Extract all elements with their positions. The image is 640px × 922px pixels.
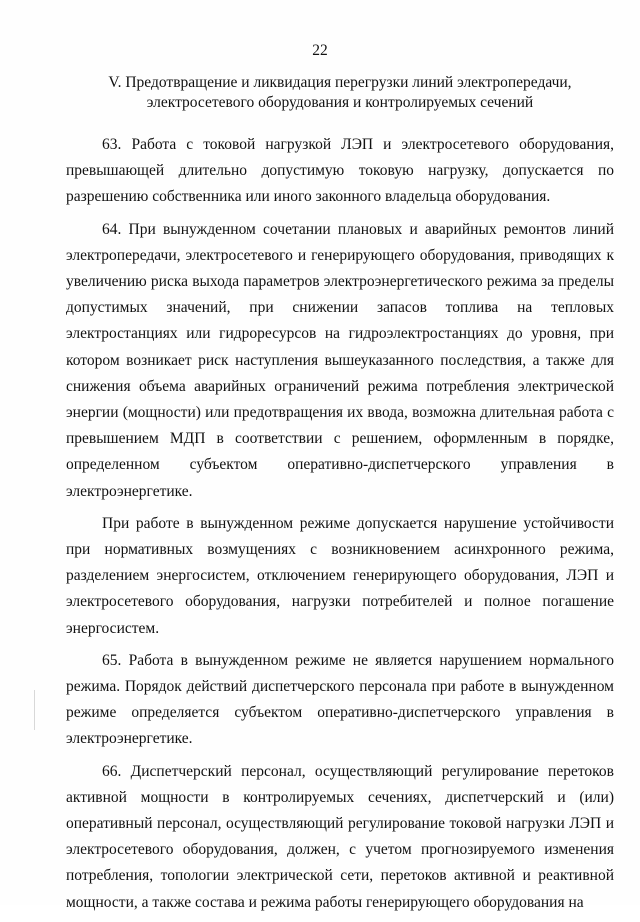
paragraph-63: 63. Работа с токовой нагрузкой ЛЭП и электросетевого оборудования, превышающей длительно допустимую токовую нагрузку, допускается по разрешению собственника или иного законного владельца оборудования.	[66, 136, 614, 206]
section-title-line-2: электросетевого оборудования и контролируемых сечений	[146, 94, 534, 111]
page-number: 22	[312, 42, 328, 59]
section-title	[66, 73, 614, 113]
section-title-line-1: V. Предотвращение и ликвидация перегрузки линий электропередачи,	[108, 74, 572, 91]
scan-margin-mark	[34, 690, 35, 730]
paragraph-64: 64. При вынужденном сочетании плановых и аварийных ремонтов линий электропередачи, электросетевого и генерирующего оборудования, приводящих к увеличению риска выхода параметров электроэнергетического режима за пределы допустимых значений, при снижении запасов топлива на тепловых электростанциях или гидроресурсов на гидроэлектростанциях до уровня, при котором возникает риск наступления вышеуказанного последствия, а также для снижения объема аварийных ограничений режима потребления электрической энергии (мощности) или предотвращения их ввода, возможна длительная работа с превышением МДП в соответствии с решением, оформленным в порядке, определенном субъектом оперативно-диспетчерского управления в электроэнергетике.	[66, 220, 614, 500]
paragraph-66: 66. Диспетчерский персонал, осуществляющий регулирование перетоков активной мощности в контролируемых сечениях, диспетчерский и (или) оперативный персонал, осуществляющий регулирование токовой нагрузки ЛЭП и электросетевого оборудования, должен, с учетом прогнозируемого изменения потребления, топологии электрической сети, перетоков активной и реактивной мощности, а также состава и режима работы генерирующего оборудования на	[66, 762, 614, 911]
paragraph-65: 65. Работа в вынужденном режиме не является нарушением нормального режима. Порядок действий диспетчерского персонала при работе в вынужденном режиме определяется субъектом оперативно-диспетчерского управления в электроэнергетике.	[66, 651, 614, 748]
document-body	[66, 132, 614, 922]
paragraph-forced-mode: При работе в вынужденном режиме допускается нарушение устойчивости при нормативных возмущениях с возникновением асинхронного режима, разделением энергосистем, отключением генерирующего оборудования, ЛЭП и электросетевого оборудования, нагрузки потребителей и полное погашение энергосистем.	[66, 514, 614, 637]
